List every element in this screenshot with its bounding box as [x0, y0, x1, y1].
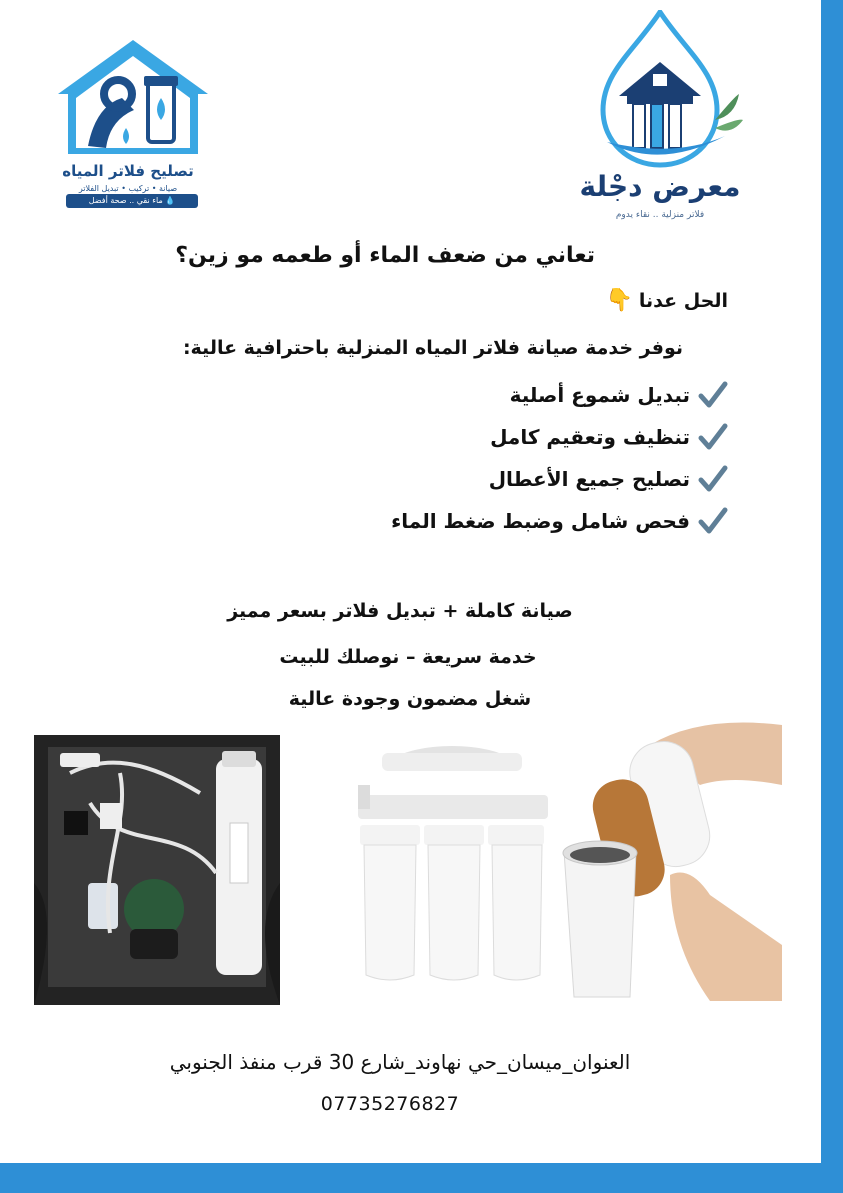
checkmark-icon [698, 507, 728, 535]
phone-number: 07735276827 [320, 1093, 460, 1115]
checkmark-icon [698, 381, 728, 409]
checkmark-icon [698, 423, 728, 451]
logo-left-title: تصليح فلاتر المياه [62, 162, 194, 180]
three-stage-filter-image [352, 745, 552, 985]
logo-left-band: 💧 ماء نقي .. صحة أفضل [66, 194, 198, 208]
brand-tagline: فلاتر منزلية .. نقاء يدوم [615, 210, 705, 220]
checkmark-icon [698, 465, 728, 493]
logo-filter-repair [48, 36, 218, 214]
service-item [308, 500, 728, 542]
promo-line: صيانة كاملة + تبديل فلاتر بسعر مميز [227, 600, 573, 622]
logo-left-subtitle: صيانة • تركيب • تبديل الفلاتر [78, 184, 178, 193]
solution-text: الحل عدنا [638, 290, 728, 312]
service-label: تنظيف وتعقيم كامل [490, 425, 690, 449]
bottom-accent-bar [0, 1163, 843, 1193]
services-list [308, 374, 728, 542]
filter-cartridge-image [560, 715, 782, 1001]
promo-line: شغل مضمون وجودة عالية [288, 688, 532, 710]
ro-system-image [30, 733, 284, 1009]
service-label: فحص شامل وضبط ضغط الماء [391, 509, 690, 533]
service-item [308, 416, 728, 458]
service-item [308, 374, 728, 416]
headline: تعاني من ضعف الماء أو طعمه مو زين؟ [175, 243, 595, 268]
solution-line [605, 288, 728, 313]
service-item [308, 458, 728, 500]
offer-line: نوفر خدمة صيانة فلاتر المياه المنزلية باحترافية عالية: [182, 337, 683, 359]
service-label: تصليح جميع الأعطال [488, 467, 690, 491]
address: العنوان_ميسان_حي نهاوند_شارع 30 قرب منفذ الجنوبي [169, 1050, 631, 1074]
brand-name: معرض دجْلة [579, 170, 741, 203]
pointing-down-icon: 👇 [605, 288, 633, 313]
logo-dijla-showroom [565, 10, 755, 225]
wrench-filter-house-icon [48, 36, 218, 166]
promo-line: خدمة سريعة – نوصلك للبيت [279, 646, 537, 668]
service-label: تبديل شموع أصلية [509, 383, 690, 407]
right-accent-bar [821, 0, 843, 1193]
house-water-drop-icon [565, 10, 755, 170]
